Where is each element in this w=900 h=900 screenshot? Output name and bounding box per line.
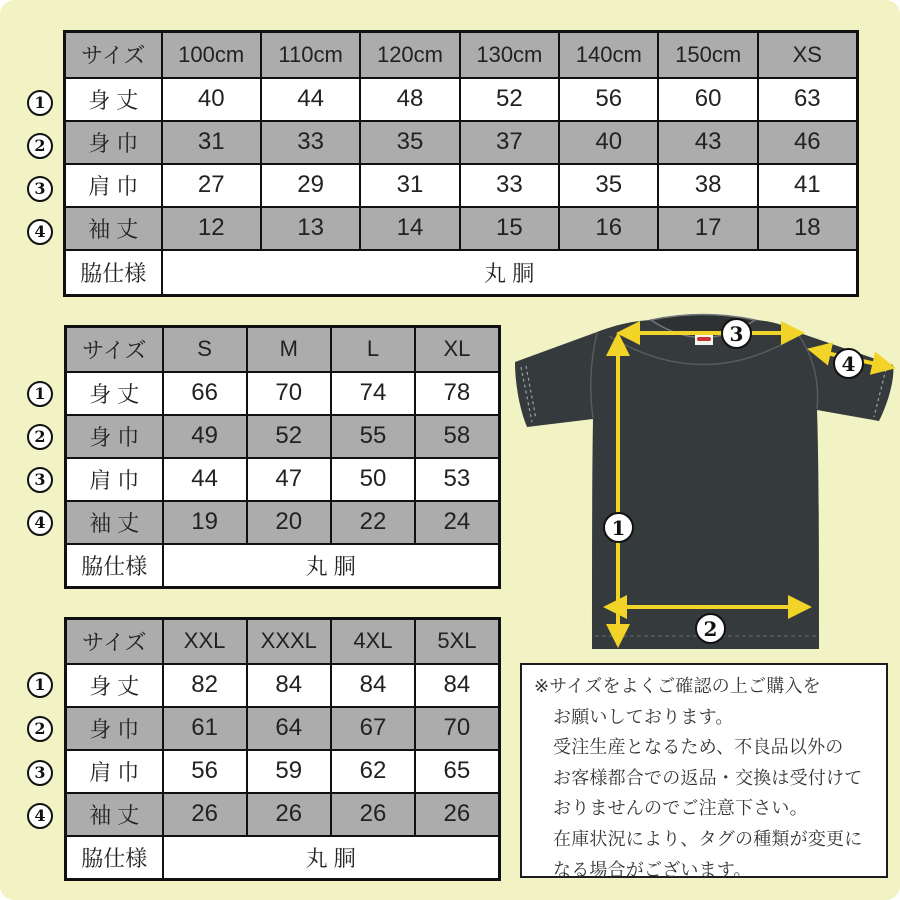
header-cell: 130cm xyxy=(460,32,559,78)
value-cell: 丸 胴 xyxy=(162,250,858,296)
value-cell: 18 xyxy=(758,207,857,250)
label-cell: 袖 丈 xyxy=(66,501,163,544)
row-marker-1: 1 xyxy=(27,672,53,698)
header-cell: M xyxy=(247,327,331,372)
row-marker-4: 4 xyxy=(27,803,53,829)
label-cell: 脇仕様 xyxy=(66,836,163,880)
brand-tag-logo xyxy=(697,337,711,341)
size-table-big xyxy=(64,617,501,881)
value-cell: 66 xyxy=(163,372,247,415)
value-cell: 58 xyxy=(415,415,499,458)
row-marker-3: 3 xyxy=(27,176,53,202)
value-cell: 40 xyxy=(559,121,658,164)
value-cell: 61 xyxy=(163,707,247,750)
value-cell: 35 xyxy=(360,121,459,164)
label-cell: 肩 巾 xyxy=(65,164,162,207)
table-row xyxy=(65,250,858,296)
value-cell: 17 xyxy=(658,207,757,250)
value-cell: 84 xyxy=(247,664,331,707)
row-marker-1: 1 xyxy=(27,90,53,116)
value-cell: 64 xyxy=(247,707,331,750)
note-line: 在庫状況により、タグの種類が変更に xyxy=(553,828,863,849)
value-cell: 49 xyxy=(163,415,247,458)
value-cell: 33 xyxy=(460,164,559,207)
header-cell: 120cm xyxy=(360,32,459,78)
value-cell: 74 xyxy=(331,372,415,415)
value-cell: 40 xyxy=(162,78,261,121)
value-cell: 31 xyxy=(360,164,459,207)
value-cell: 56 xyxy=(163,750,247,793)
label-cell: 身 丈 xyxy=(65,78,162,121)
value-cell: 27 xyxy=(162,164,261,207)
table-row xyxy=(66,415,500,458)
header-cell: 110cm xyxy=(261,32,360,78)
value-cell: 24 xyxy=(415,501,499,544)
table-row xyxy=(66,707,500,750)
header-cell: XS xyxy=(758,32,857,78)
table-row xyxy=(65,207,858,250)
note-line: お願いしております。 xyxy=(553,706,734,727)
value-cell: 78 xyxy=(415,372,499,415)
value-cell: 33 xyxy=(261,121,360,164)
note-line: ※サイズをよくご確認の上ご購入を xyxy=(534,676,821,696)
label-cell: 肩 巾 xyxy=(66,750,163,793)
shirt-marker-1: 1 xyxy=(603,512,634,543)
label-cell: 身 巾 xyxy=(65,121,162,164)
value-cell: 50 xyxy=(331,458,415,501)
table-row xyxy=(66,664,500,707)
table-row xyxy=(66,836,500,880)
value-cell: 46 xyxy=(758,121,857,164)
row-marker-2: 2 xyxy=(27,716,53,742)
header-cell: S xyxy=(163,327,247,372)
row-marker-4: 4 xyxy=(27,219,53,245)
label-cell: 袖 丈 xyxy=(66,793,163,836)
note-line: なる場合がございます。 xyxy=(553,859,752,880)
shirt-marker-4: 4 xyxy=(833,348,864,379)
value-cell: 65 xyxy=(415,750,499,793)
value-cell: 62 xyxy=(331,750,415,793)
label-cell: 身 巾 xyxy=(66,707,163,750)
label-cell: 袖 丈 xyxy=(65,207,162,250)
table-row xyxy=(66,793,500,836)
value-cell: 60 xyxy=(658,78,757,121)
size-table-adult xyxy=(64,325,501,589)
value-cell: 63 xyxy=(758,78,857,121)
table-row xyxy=(66,458,500,501)
value-cell: 16 xyxy=(559,207,658,250)
shirt-marker-3: 3 xyxy=(721,318,752,349)
label-cell: 身 丈 xyxy=(66,372,163,415)
header-cell: L xyxy=(331,327,415,372)
header-cell: 4XL xyxy=(331,619,415,664)
value-cell: 15 xyxy=(460,207,559,250)
value-cell: 43 xyxy=(658,121,757,164)
value-cell: 13 xyxy=(261,207,360,250)
header-cell: XXL xyxy=(163,619,247,664)
value-cell: 82 xyxy=(163,664,247,707)
value-cell: 19 xyxy=(163,501,247,544)
value-cell: 67 xyxy=(331,707,415,750)
value-cell: 84 xyxy=(415,664,499,707)
row-marker-4: 4 xyxy=(27,510,53,536)
row-marker-3: 3 xyxy=(27,760,53,786)
shirt-marker-2: 2 xyxy=(695,613,726,644)
value-cell: 44 xyxy=(261,78,360,121)
header-cell: XL xyxy=(415,327,499,372)
value-cell: 31 xyxy=(162,121,261,164)
header-cell: 5XL xyxy=(415,619,499,664)
table-row xyxy=(66,501,500,544)
row-marker-1: 1 xyxy=(27,381,53,407)
value-cell: 70 xyxy=(415,707,499,750)
table-row xyxy=(65,78,858,121)
value-cell: 26 xyxy=(163,793,247,836)
value-cell: 44 xyxy=(163,458,247,501)
value-cell: 52 xyxy=(247,415,331,458)
header-cell: サイズ xyxy=(66,619,163,664)
value-cell: 26 xyxy=(247,793,331,836)
value-cell: 47 xyxy=(247,458,331,501)
table-row xyxy=(66,544,500,588)
value-cell: 38 xyxy=(658,164,757,207)
value-cell: 55 xyxy=(331,415,415,458)
value-cell: 20 xyxy=(247,501,331,544)
value-cell: 52 xyxy=(460,78,559,121)
value-cell: 84 xyxy=(331,664,415,707)
note-line: お客様都合での返品・交換は受付けて xyxy=(553,767,863,788)
value-cell: 37 xyxy=(460,121,559,164)
value-cell: 48 xyxy=(360,78,459,121)
value-cell: 12 xyxy=(162,207,261,250)
header-cell: 140cm xyxy=(559,32,658,78)
header-cell: サイズ xyxy=(66,327,163,372)
value-cell: 22 xyxy=(331,501,415,544)
value-cell: 14 xyxy=(360,207,459,250)
value-cell: 丸 胴 xyxy=(163,544,500,588)
value-cell: 29 xyxy=(261,164,360,207)
row-marker-2: 2 xyxy=(27,133,53,159)
row-marker-2: 2 xyxy=(27,424,53,450)
header-cell: XXXL xyxy=(247,619,331,664)
value-cell: 41 xyxy=(758,164,857,207)
value-cell: 70 xyxy=(247,372,331,415)
header-cell: サイズ xyxy=(65,32,162,78)
header-cell: 100cm xyxy=(162,32,261,78)
label-cell: 身 巾 xyxy=(66,415,163,458)
purchase-note-box xyxy=(520,663,888,878)
label-cell: 脇仕様 xyxy=(66,544,163,588)
row-marker-3: 3 xyxy=(27,467,53,493)
value-cell: 丸 胴 xyxy=(163,836,500,880)
value-cell: 35 xyxy=(559,164,658,207)
table-row xyxy=(65,121,858,164)
table-row xyxy=(65,164,858,207)
value-cell: 59 xyxy=(247,750,331,793)
table-row xyxy=(66,372,500,415)
table-row xyxy=(66,750,500,793)
size-table-kids xyxy=(63,30,859,297)
value-cell: 53 xyxy=(415,458,499,501)
label-cell: 脇仕様 xyxy=(65,250,162,296)
value-cell: 26 xyxy=(415,793,499,836)
label-cell: 身 丈 xyxy=(66,664,163,707)
note-line: おりませんのでご注意下さい。 xyxy=(553,798,808,819)
value-cell: 26 xyxy=(331,793,415,836)
header-cell: 150cm xyxy=(658,32,757,78)
label-cell: 肩 巾 xyxy=(66,458,163,501)
note-line: 受注生産となるため、不良品以外の xyxy=(553,737,844,758)
value-cell: 56 xyxy=(559,78,658,121)
